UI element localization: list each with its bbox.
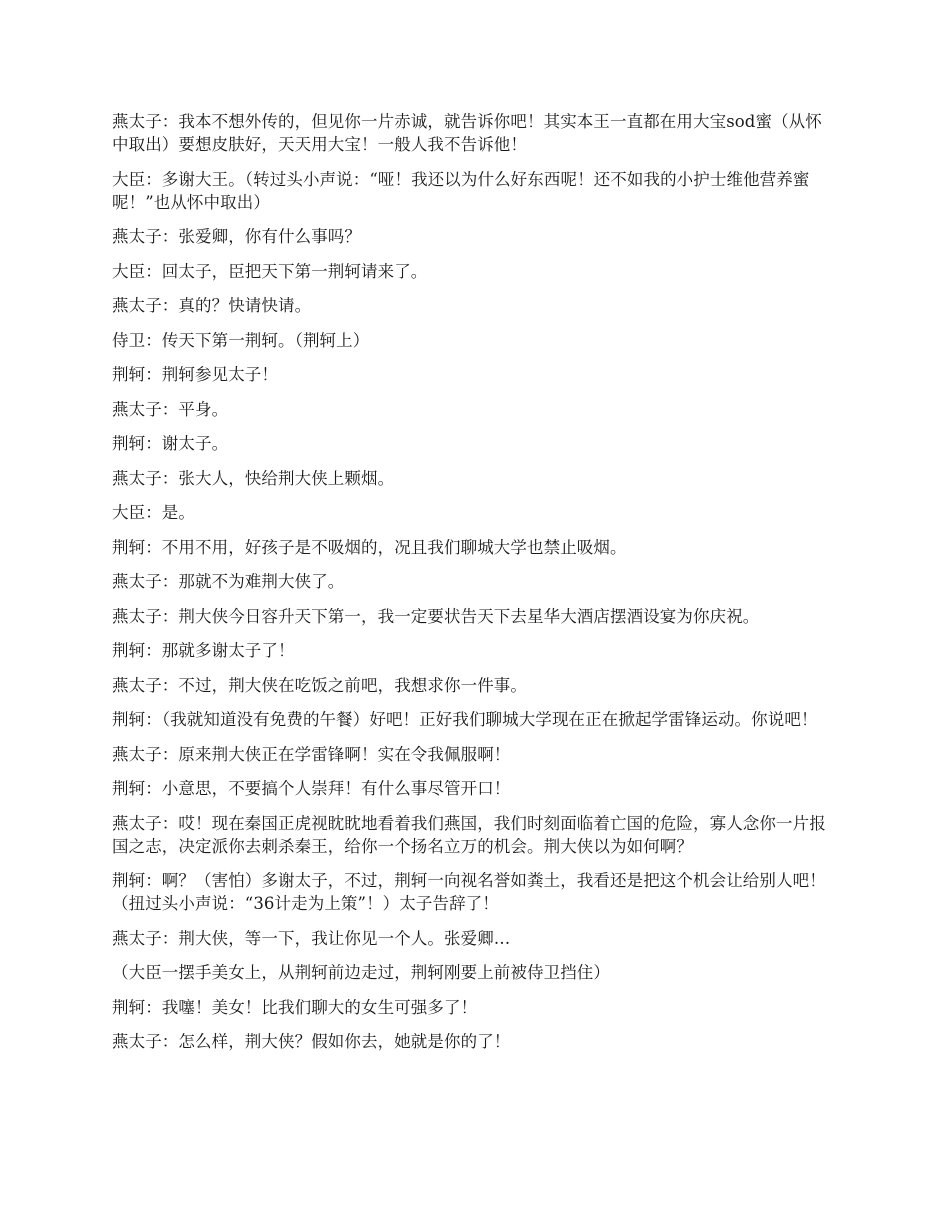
paragraph-25: 燕太子：怎么样，荆大侠？假如你去，她就是你的了！ [112, 1032, 511, 1051]
paragraph-20: 燕太子：哎！现在秦国正虎视眈眈地看着我们燕国，我们时刻面临着亡国的危险，寡人念你一片报国之志，决定派你去刺杀秦王，给你一个扬名立万的机会。荆大侠以为如何啊？ [112, 813, 826, 856]
paragraph-3: 燕太子：张爱卿，你有什么事吗？ [112, 227, 361, 246]
paragraph-17: 荆轲：（我就知道没有免费的午餐）好吧！正好我们聊城大学现在正在掀起学雷锋运动。你说吧！ [112, 710, 818, 729]
paragraph-10: 燕太子：张大人，快给荆大侠上颗烟。 [112, 468, 395, 488]
paragraph-19: 荆轲：小意思，不要搞个人崇拜！有什么事尽管开口！ [112, 779, 511, 798]
paragraph-23: （大臣一摆手美女上，从荆轲前边走过，荆轲刚要上前被侍卫挡住） [112, 963, 610, 982]
paragraph-16: 燕太子：不过，荆大侠在吃饭之前吧，我想求你一件事。 [112, 675, 527, 695]
paragraph-6: 侍卫：传天下第一荆轲。（荆轲上） [112, 330, 370, 350]
paragraph-8: 燕太子：平身。 [112, 399, 229, 419]
paragraph-7: 荆轲：荆轲参见太子！ [112, 365, 278, 384]
paragraph-18: 燕太子：原来荆大侠正在学雷锋啊！实在令我佩服啊！ [112, 744, 511, 764]
paragraph-24: 荆轲：我噻！美女！比我们聊大的女生可强多了！ [112, 997, 478, 1017]
paragraph-21: 荆轲：啊？（害怕）多谢太子，不过，荆轲一向视名誉如粪土，我看还是把这个机会让给别人吧！（扭过头小声说：“36计走为上策”！）太子告辞了！ [112, 871, 826, 913]
paragraph-12: 荆轲：不用不用，好孩子是不吸烟的，况且我们聊城大学也禁止吸烟。 [112, 537, 627, 557]
paragraph-22: 燕太子：荆大侠，等一下，我让你见一个人。张爱卿… [112, 928, 511, 948]
paragraph-5: 燕太子：真的？快请快请。 [112, 296, 312, 315]
paragraph-1: 燕太子：我本不想外传的，但见你一片赤诚，就告诉你吧！其实本王一直都在用大宝sod蜜（从怀中取出）要想皮肤好，天天用大宝！一般人我不告诉他！ [112, 112, 822, 154]
paragraph-11: 大臣：是。 [112, 503, 195, 522]
paragraph-15: 荆轲：那就多谢太子了！ [112, 641, 295, 660]
paragraph-2: 大臣：多谢大王。（转过头小声说：“哑！我还以为什么好东西呢！还不如我的小护士维他营养蜜呢！”也从怀中取出） [112, 169, 810, 212]
paragraph-13: 燕太子：那就不为难荆大侠了。 [112, 572, 345, 591]
paragraph-9: 荆轲：谢太子。 [112, 434, 229, 453]
paragraph-14: 燕太子：荆大侠今日容升天下第一，我一定要状告天下去星华大酒店摆酒设宴为你庆祝。 [112, 606, 760, 626]
paragraph-4: 大臣：回太子，臣把天下第一荆轲请来了。 [112, 261, 428, 281]
